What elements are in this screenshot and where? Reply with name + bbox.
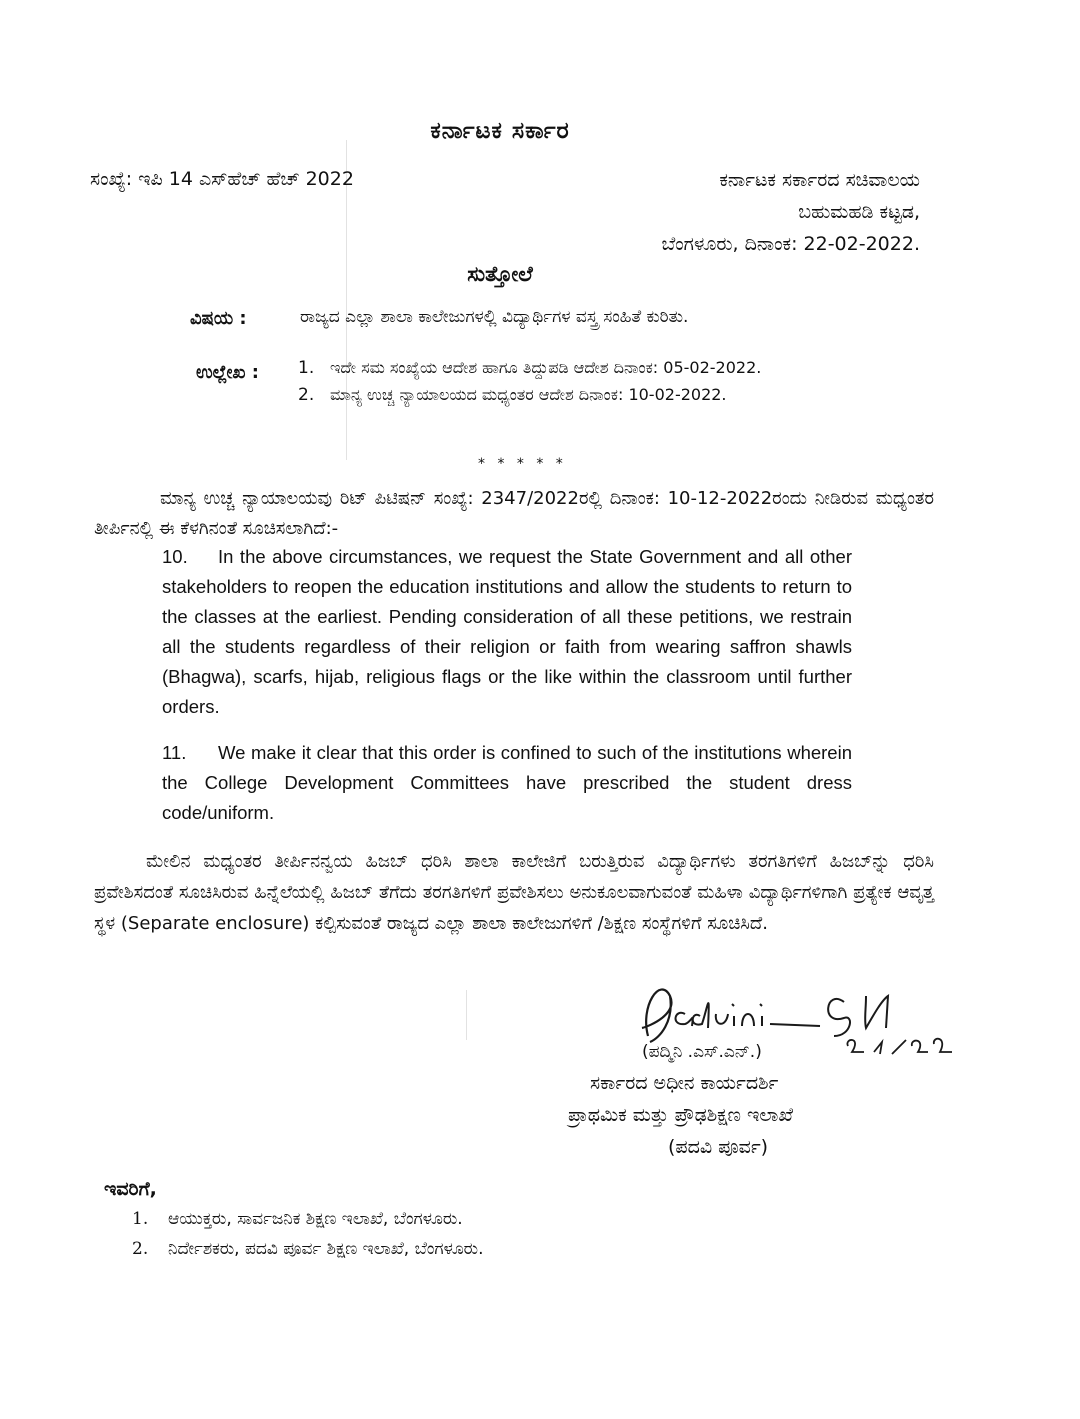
- quote-number: 11.: [162, 742, 187, 763]
- office-line: ಕರ್ನಾಟಕ ಸರ್ಕಾರದ ಸಚಿವಾಲಯ: [719, 169, 920, 191]
- signatory-name: (ಪದ್ಮಿನಿ .ಎಸ್.ಎನ್.): [642, 1042, 762, 1062]
- reference-list: [298, 356, 838, 410]
- page-fold-line: [466, 990, 467, 1040]
- signatory-section: (ಪದವಿ ಪೂರ್ವ): [668, 1136, 769, 1158]
- signatory-designation: ಸರ್ಕಾರದ ಅಧೀನ ಕಾರ್ಯದರ್ಶಿ: [590, 1072, 779, 1094]
- directive-paragraph: ಮೇಲಿನ ಮಧ್ಯಂತರ ತೀರ್ಪಿನನ್ವಯ ಹಿಜಬ್ ಧರಿಸಿ ಶಾಲಾ ಕಾಲೇಜಿಗೆ ಬರುತ್ತಿರುವ ವಿದ್ಯಾರ್ಥಿಗಳು ತರಗತಿಗಳಿಗೆ ಹಿಜಬ್‌ನ್ನು ಧರಿಸಿ ಪ್ರವೇಶಿಸದಂತೆ ಸೂಚಿಸಿರುವ ಹಿನ್ನೆಲೆಯಲ್ಲಿ ಹಿಜಬ್ ತೆಗೆದು ತರಗತಿಗಳಿಗೆ ಪ್ರವೇಶಿಸಲು ಅನುಕೂಲವಾಗುವಂತೆ ಮಹಿಳಾ ವಿದ್ಯಾರ್ಥಿಗಳಿಗಾಗಿ ಪ್ರತ್ಯೇಕ ಆವೃತ್ತ ಸ್ಥಳ (Separate enclosure) ಕಲ್ಪಿಸುವಂತೆ ರಾಜ್ಯದ ಎಲ್ಲಾ ಶಾಲಾ ಕಾಲೇಜುಗಳಿಗೆ /ಶಿಕ್ಷಣ ಸಂಸ್ಥೆಗಳಿಗೆ ಸೂಚಿಸಿದೆ.: [94, 851, 934, 934]
- order-number: ಸಂಖ್ಯೆ: ಇಪಿ 14 ಎಸ್‌ಹೆಚ್ ಹೆಚ್ 2022: [90, 168, 354, 190]
- quote-text: We make it clear that this order is confined to such of the institutions wherein the College Development Committees have prescribed the student dress code/uniform.: [162, 742, 852, 823]
- office-line: ಬಹುಮಹಡಿ ಕಟ್ಟಡ,: [798, 201, 920, 223]
- recipients-label: ಇವರಿಗೆ,: [104, 1178, 157, 1200]
- recipient-item: [132, 1204, 484, 1234]
- document-type-title: ಸುತ್ತೋಲೆ: [467, 262, 533, 286]
- quote-number: 10.: [162, 546, 188, 567]
- recipients-list: [132, 1204, 484, 1264]
- subject-text: ರಾಜ್ಯದ ಎಲ್ಲಾ ಶಾಲಾ ಕಾಲೇಜುಗಳಲ್ಲಿ ವಿದ್ಯಾರ್ಥಿಗಳ ವಸ್ತ್ರ ಸಂಹಿತೆ ಕುರಿತು.: [300, 307, 689, 327]
- court-quote-para-10: [162, 542, 852, 722]
- government-title: ಕರ್ನಾಟಕ ಸರ್ಕಾರ: [430, 118, 570, 144]
- subject-label: ವಿಷಯ :: [190, 308, 247, 329]
- reference-label: ಉಲ್ಲೇಖ :: [196, 362, 259, 383]
- reference-number: 2.: [298, 385, 315, 405]
- reference-item: [298, 383, 838, 407]
- signatory-department: ಪ್ರಾಥಮಿಕ ಮತ್ತು ಪ್ರೌಢಶಿಕ್ಷಣ ಇಲಾಖೆ: [568, 1104, 793, 1126]
- office-date-line: ಬೆಂಗಳೂರು, ದಿನಾಂಕ: 22-02-2022.: [661, 233, 920, 255]
- quote-text: In the above circumstances, we request the State Government and all other stakeholders to reopen the education institutions and allow the students to return to the classes at the earliest. Pending consideration of all these petitions, we restrain all the students regardless of their religion or faith from wearing saffron shawls (Bhagwa), scarfs, hijab, religious flags or the like within the classroom until further orders.: [162, 546, 852, 717]
- recipient-number: 1.: [132, 1209, 149, 1229]
- separator-stars: * * * * *: [478, 456, 567, 472]
- recipient-number: 2.: [132, 1239, 149, 1259]
- reference-text: ಇದೇ ಸಮ ಸಂಖ್ಯೆಯ ಆದೇಶ ಹಾಗೂ ತಿದ್ದುಪಡಿ ಆದೇಶ ದಿನಾಂಕ: 05-02-2022.: [330, 358, 762, 377]
- recipient-text: ಆಯುಕ್ತರು, ಸಾರ್ವಜನಿಕ ಶಿಕ್ಷಣ ಇಲಾಖೆ, ಬೆಂಗಳೂರು.: [168, 1209, 463, 1229]
- court-quote-para-11: [162, 738, 852, 828]
- recipient-item: [132, 1234, 484, 1264]
- recipient-text: ನಿರ್ದೇಶಕರು, ಪದವಿ ಪೂರ್ವ ಶಿಕ್ಷಣ ಇಲಾಖೆ, ಬೆಂಗಳೂರು.: [168, 1239, 484, 1259]
- office-address: [662, 164, 920, 260]
- reference-text: ಮಾನ್ಯ ಉಚ್ಚ ನ್ಯಾಯಾಲಯದ ಮಧ್ಯಂತರ ಆದೇಶ ದಿನಾಂಕ: 10-02-2022.: [330, 385, 727, 404]
- reference-item: [298, 356, 838, 380]
- intro-paragraph: ಮಾನ್ಯ ಉಚ್ಚ ನ್ಯಾಯಾಲಯವು ರಿಟ್ ಪಿಟಿಷನ್ ಸಂಖ್ಯೆ: 2347/2022ರಲ್ಲಿ ದಿನಾಂಕ: 10-12-2022ರಂದು ನೀಡಿರುವ ಮಧ್ಯಂತರ ತೀರ್ಪಿನಲ್ಲಿ ಈ ಕೆಳಗಿನಂತೆ ಸೂಚಿಸಲಾಗಿದೆ:-: [94, 488, 934, 539]
- reference-number: 1.: [298, 358, 315, 378]
